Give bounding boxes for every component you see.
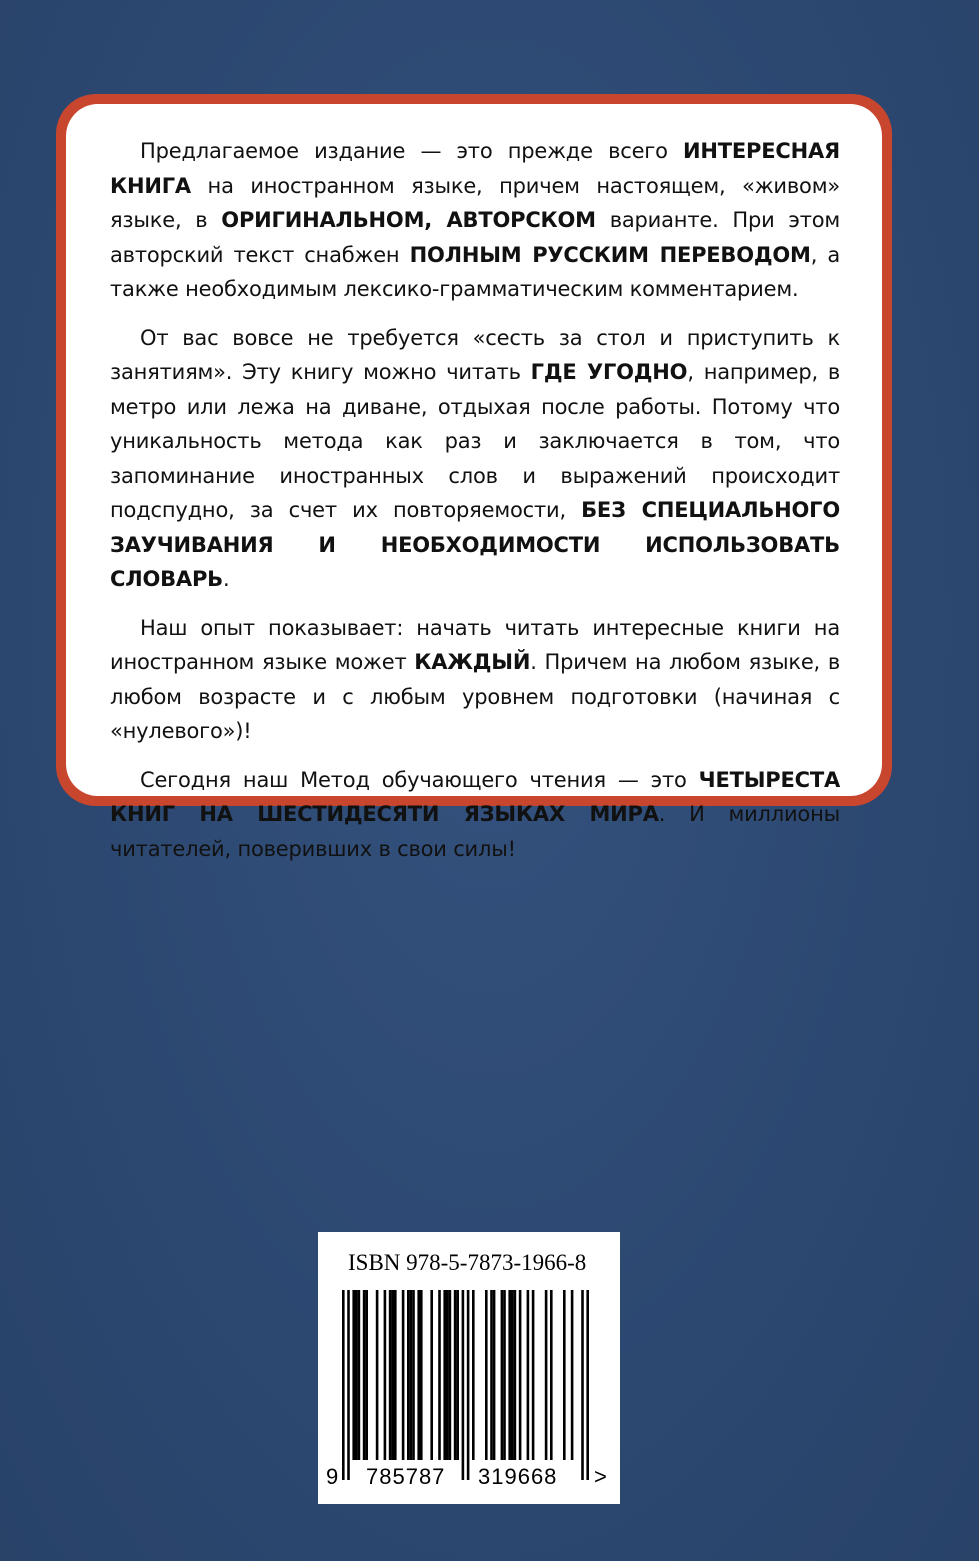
barcode-bar xyxy=(550,1290,553,1460)
barcode-bar xyxy=(389,1290,392,1460)
emphasis-text: ИНТЕРЕСНАЯ КНИГА xyxy=(110,139,840,198)
emphasis-text: БЕЗ СПЕЦИАЛЬНОГО ЗАУЧИВАНИЯ И НЕОБХОДИМОСТИ ИСПОЛЬЗОВАТЬ СЛОВАРЬ xyxy=(110,498,840,591)
barcode-quiet-mark: > xyxy=(594,1464,608,1489)
barcode-right-group: 319668 xyxy=(478,1464,558,1489)
barcode-bar xyxy=(454,1290,457,1460)
barcode-bar xyxy=(417,1290,420,1460)
description-panel-body xyxy=(66,104,882,861)
paragraph-1 xyxy=(110,134,840,307)
barcode-bar xyxy=(352,1290,355,1460)
barcode-bar xyxy=(355,1290,358,1460)
body-text: . Причем на любом языке, в любом возрасте и с любым уровнем подготовки (начиная с «нулевого»)! xyxy=(110,650,840,743)
body-text: . И миллионы читателей, поверивших в свои силы! xyxy=(110,802,840,861)
barcode-bar xyxy=(532,1290,535,1460)
barcode-bar xyxy=(363,1290,366,1460)
emphasis-text: ГДЕ УГОДНО xyxy=(530,360,688,384)
barcode-bar xyxy=(493,1290,496,1460)
barcode-bar xyxy=(407,1290,410,1460)
barcode-bar xyxy=(365,1290,368,1460)
barcode-bar xyxy=(394,1290,397,1460)
body-text: , а также необходимым лексико-грамматическим комментарием. xyxy=(110,242,840,301)
barcode-bar xyxy=(571,1290,574,1460)
description-panel xyxy=(56,94,892,861)
emphasis-text: ЧЕТЫРЕСТА КНИГ НА ШЕСТИДЕСЯТИ ЯЗЫКАХ МИРА xyxy=(110,767,840,826)
barcode-bar xyxy=(501,1290,504,1460)
barcode-bar xyxy=(384,1290,387,1460)
barcode-left-group: 785787 xyxy=(366,1464,446,1489)
barcode-bar xyxy=(545,1290,548,1460)
body-text: варианте. При этом авторский текст снабжен xyxy=(110,208,841,267)
body-text: Наш опыт показывает: начать читать интересные книги на иностранном языке может xyxy=(110,615,840,674)
barcode-bars xyxy=(318,1232,620,1504)
barcode-bar xyxy=(490,1290,493,1460)
body-text: , например, в метро или лежа на диване, отдыхая после работы. Потому что уникальность метода как раз и заключается в том, что запоминание иностранных слов и выражений происходит подспудно, за счет их повторяемости, xyxy=(110,360,841,522)
barcode-bar xyxy=(456,1290,459,1460)
barcode-bar xyxy=(412,1290,415,1460)
body-text: Предлагаемое издание — это прежде всего xyxy=(140,139,684,163)
barcode-first-digit: 9 xyxy=(326,1464,340,1489)
isbn-number: ISBN 978-5-7873-1966-8 xyxy=(348,1250,587,1275)
barcode-bar xyxy=(430,1290,433,1460)
barcode-bar xyxy=(519,1290,522,1460)
barcode-label xyxy=(318,1232,620,1504)
barcode-bar xyxy=(410,1290,413,1460)
barcode-bar xyxy=(376,1290,379,1460)
barcode-bar xyxy=(508,1290,511,1460)
paragraph-3 xyxy=(110,611,840,749)
barcode-bar xyxy=(449,1290,452,1460)
barcode-bar xyxy=(347,1290,350,1480)
emphasis-text: ПОЛНЫМ РУССКИМ ПЕРЕВОДОМ xyxy=(409,242,811,267)
barcode-bar xyxy=(586,1290,589,1480)
barcode-bar xyxy=(563,1290,566,1460)
barcode-bar xyxy=(511,1290,514,1460)
barcode-bar xyxy=(527,1290,530,1460)
body-text: От вас вовсе не требуется «сесть за стол и приступить к занятиям». Эту книгу можно читать xyxy=(110,325,840,384)
barcode-bar xyxy=(581,1290,584,1480)
barcode-bar xyxy=(342,1290,345,1480)
barcode-bar xyxy=(438,1290,441,1460)
emphasis-text: ОРИГИНАЛЬНОМ, АВТОРСКОМ xyxy=(221,208,596,232)
emphasis-text: КАЖДЫЙ xyxy=(414,650,531,674)
paragraph-4 xyxy=(110,763,840,867)
barcode-bar xyxy=(402,1290,405,1460)
barcode-bar xyxy=(443,1290,446,1460)
barcode-bar xyxy=(391,1290,394,1460)
barcode-bar xyxy=(358,1290,361,1460)
body-text: . xyxy=(222,567,230,591)
body-text: на иностранном языке, причем настоящем, «живом» языке, в xyxy=(110,173,840,232)
barcode-bar xyxy=(514,1290,517,1460)
barcode-bar xyxy=(462,1290,465,1480)
paragraph-2 xyxy=(110,321,840,597)
barcode-bar xyxy=(420,1290,423,1460)
barcode-bar xyxy=(446,1290,449,1460)
body-text: Сегодня наш Метод обучающего чтения — это xyxy=(140,767,699,792)
barcode-bar xyxy=(467,1290,470,1480)
barcode-bar xyxy=(472,1290,475,1460)
barcode-bar xyxy=(485,1290,488,1460)
barcode-bar xyxy=(503,1290,506,1460)
